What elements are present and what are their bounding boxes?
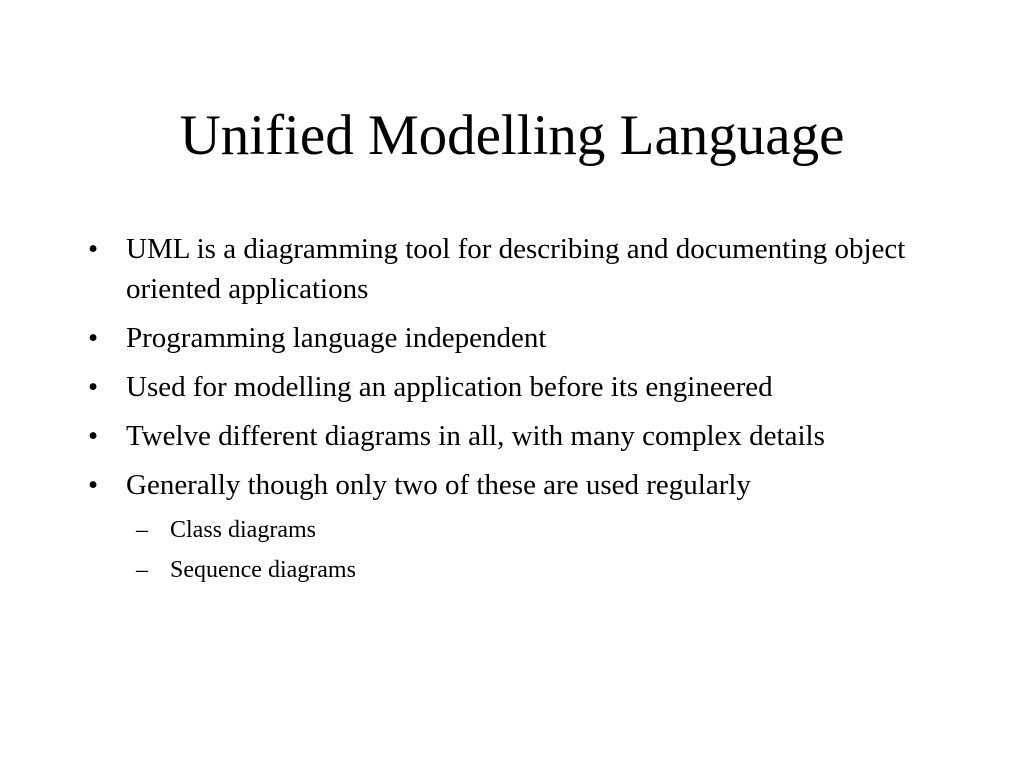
bullet-item bbox=[84, 465, 914, 505]
bullet-marker: • bbox=[88, 469, 99, 501]
sub-bullet-list bbox=[84, 514, 914, 586]
bullet-text: UML is a diagramming tool for describing and documenting object oriented applications bbox=[126, 233, 906, 305]
bullet-marker: • bbox=[88, 371, 99, 403]
bullet-item bbox=[84, 318, 914, 358]
bullet-text: Twelve different diagrams in all, with many complex details bbox=[126, 420, 825, 452]
bullet-marker: • bbox=[88, 420, 99, 452]
sub-bullet-group bbox=[84, 514, 914, 586]
sub-bullet-text: Class diagrams bbox=[170, 517, 316, 543]
bullet-text: Generally though only two of these are used regularly bbox=[126, 469, 751, 501]
slide-title: Unified Modelling Language bbox=[179, 104, 845, 167]
sub-bullet-item bbox=[84, 514, 914, 546]
bullet-marker: • bbox=[88, 233, 99, 265]
sub-bullet-text: Sequence diagrams bbox=[170, 557, 356, 583]
sub-bullet-marker: – bbox=[136, 557, 148, 583]
sub-bullet-marker: – bbox=[136, 517, 148, 543]
bullet-marker: • bbox=[88, 322, 99, 354]
bullet-item bbox=[84, 229, 914, 309]
bullet-item bbox=[84, 416, 914, 456]
bullet-text: Used for modelling an application before its engineered bbox=[126, 371, 773, 403]
bullet-item bbox=[84, 367, 914, 407]
sub-bullet-item bbox=[84, 554, 914, 586]
bullet-list bbox=[84, 229, 914, 594]
bullet-text: Programming language independent bbox=[126, 322, 547, 354]
